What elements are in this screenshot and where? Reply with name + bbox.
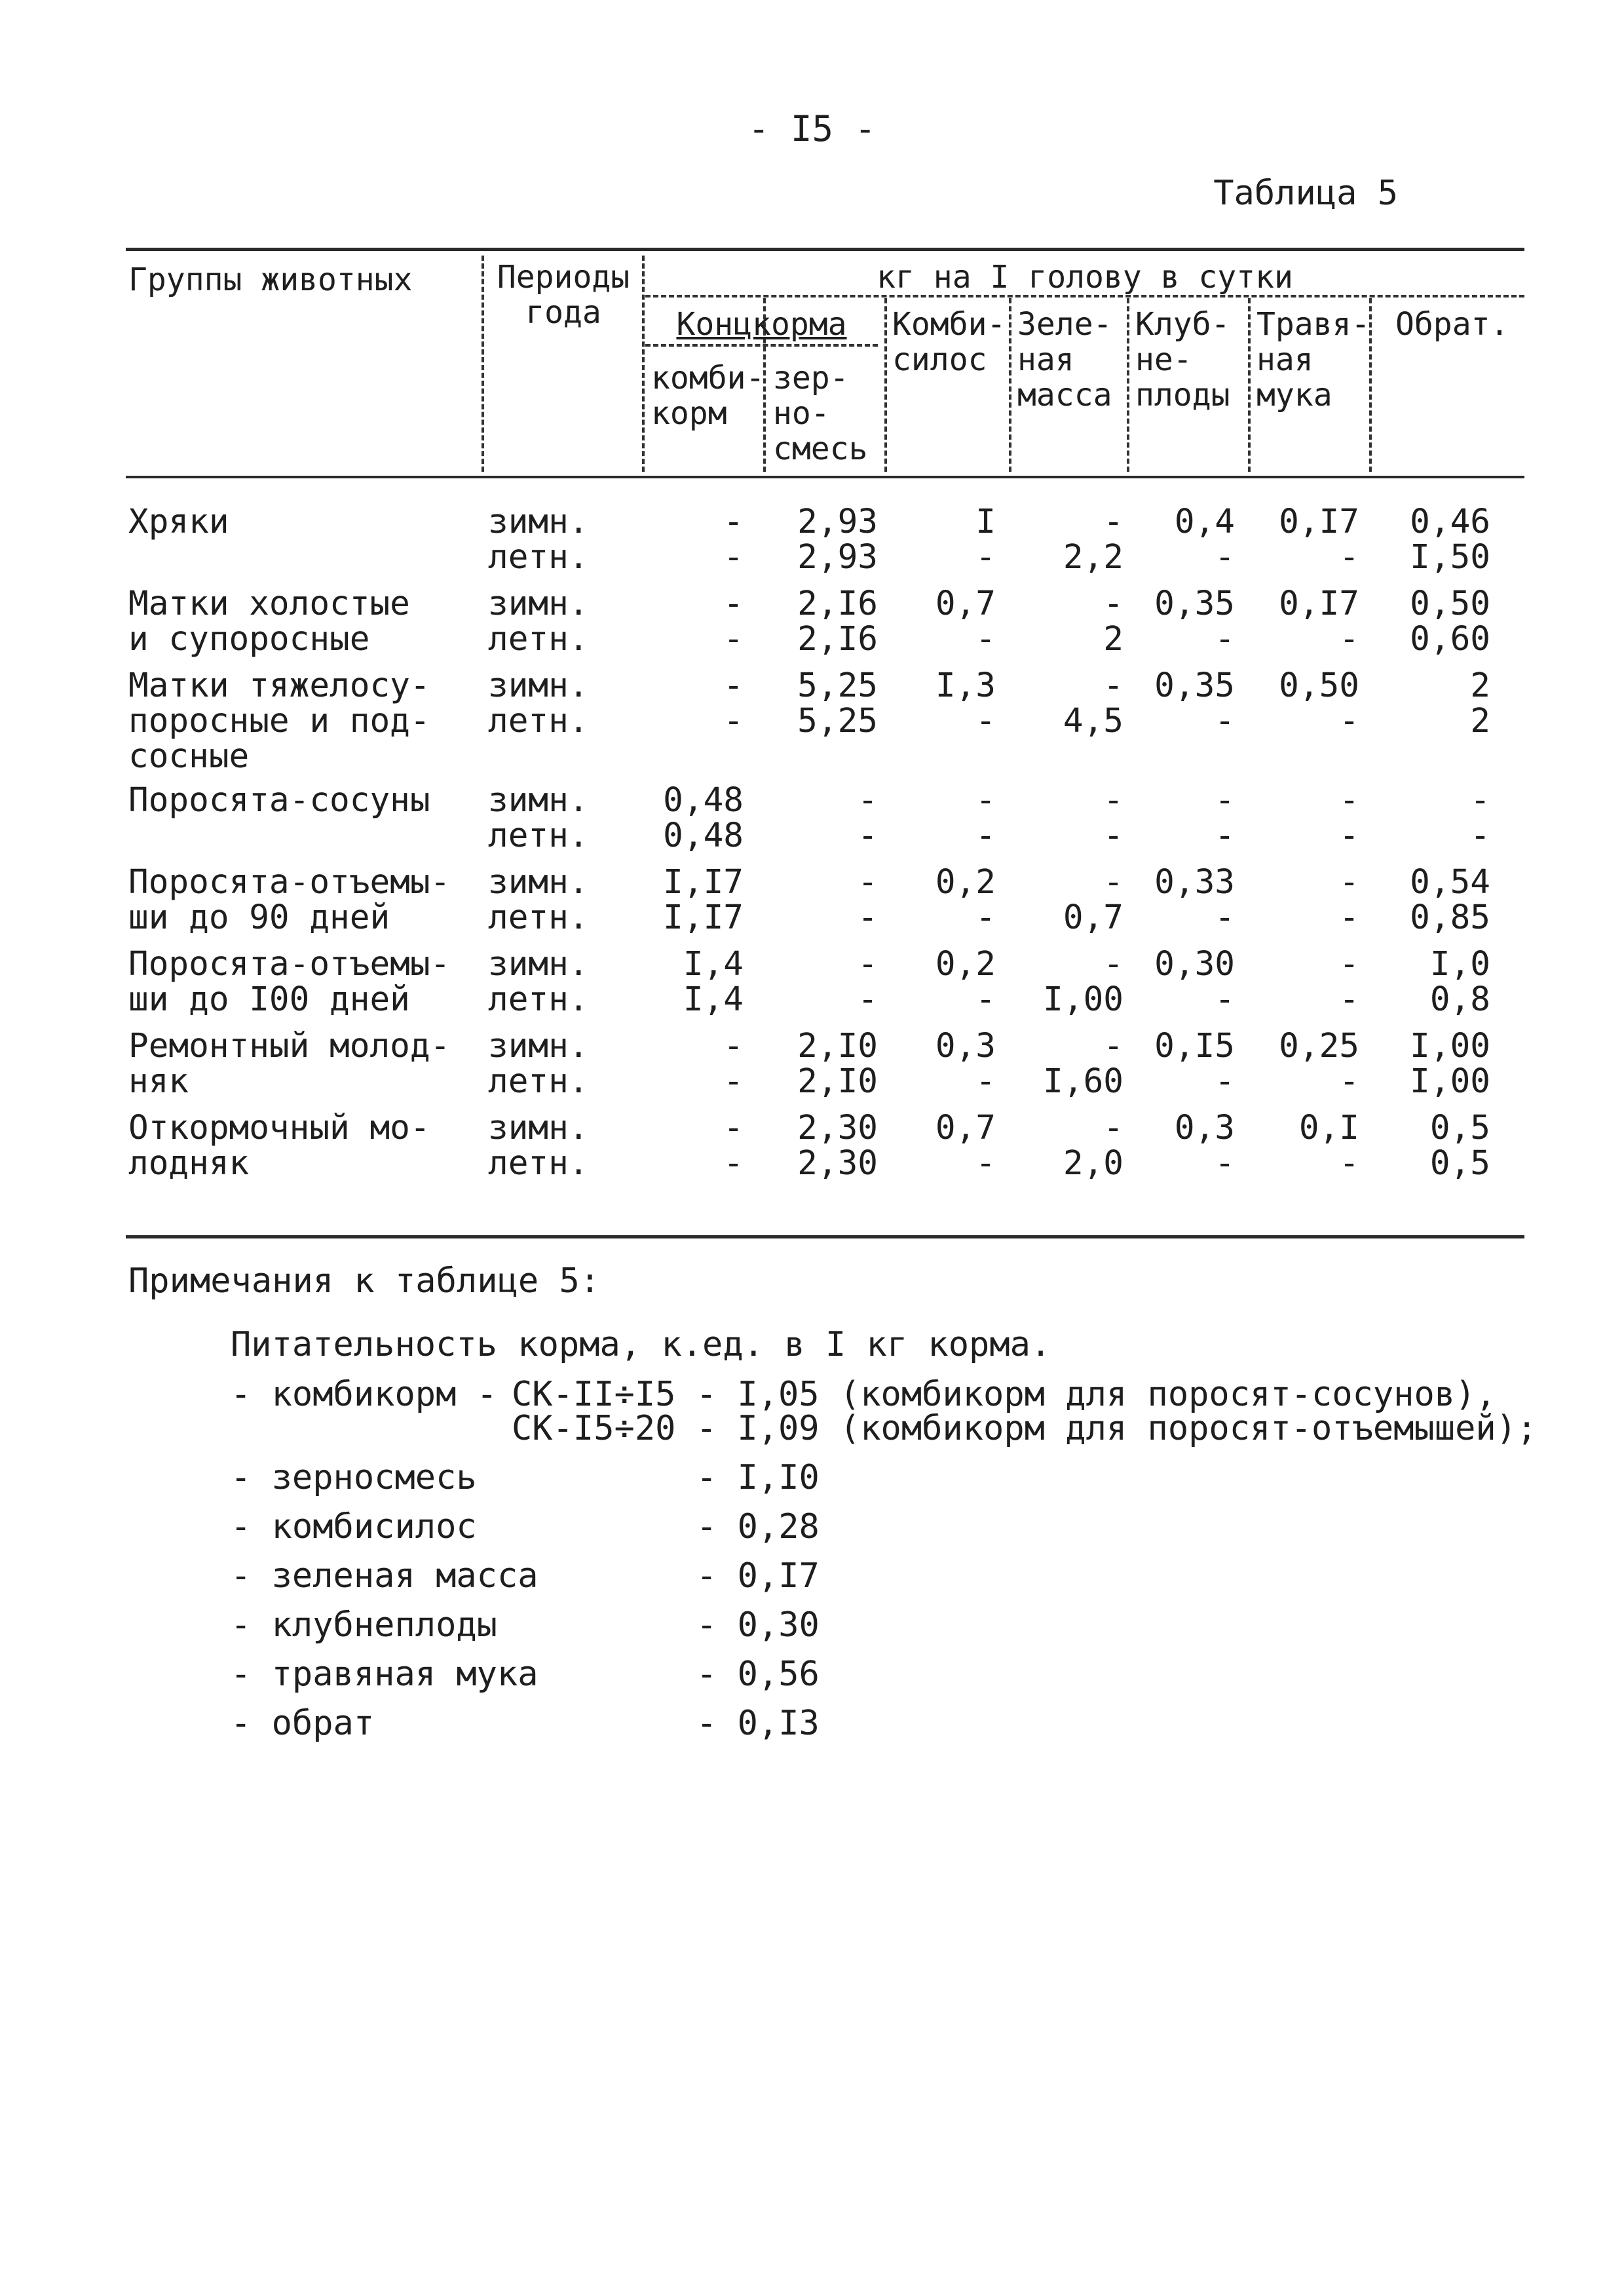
cell-kombisilos: I - xyxy=(975,503,996,577)
header-kombikorm: комби- корм xyxy=(651,360,765,432)
cell-group: Ремонтный молод- няк xyxy=(128,1027,451,1101)
cell-zelenaya: - I,60 xyxy=(1043,1027,1124,1101)
notes-kombikorm-sk2: СК-I5÷20 - I,09 (комбикорм для поросят-отъемышей); xyxy=(512,1409,1538,1448)
header-group: Группы животных xyxy=(128,261,413,298)
header-period: Периоды года xyxy=(497,259,630,331)
cell-zelenaya: - 2 xyxy=(1103,585,1124,659)
cell-trav: 0,25 - xyxy=(1279,1027,1359,1101)
cell-zerno: - - xyxy=(858,863,878,937)
cell-kombikorm: - - xyxy=(723,666,744,740)
note-item-label: - комбисилос xyxy=(231,1507,477,1546)
cell-kombisilos: 0,2 - xyxy=(935,945,996,1019)
header-trav: Травя- ная мука xyxy=(1256,306,1370,413)
cell-klub: 0,35 - xyxy=(1154,585,1235,659)
cell-klub: 0,3 - xyxy=(1174,1109,1235,1183)
notes-title: Примечания к таблице 5: xyxy=(128,1261,601,1301)
cell-klub: 0,I5 - xyxy=(1154,1027,1235,1101)
page-number: - I5 - xyxy=(747,108,877,149)
cell-period: зимн. летн. xyxy=(488,503,589,577)
note-item-label: - зеленая масса xyxy=(231,1556,538,1596)
cell-zelenaya: - 2,0 xyxy=(1063,1109,1124,1183)
cell-obrat: 0,50 0,60 xyxy=(1410,585,1490,659)
cell-kombisilos: 0,7 - xyxy=(935,585,996,659)
cell-obrat: I,00 I,00 xyxy=(1410,1027,1490,1101)
note-item-label: - клубнеплоды xyxy=(231,1605,497,1645)
cell-period: зимн. летн. xyxy=(488,1027,589,1101)
cell-kombisilos: 0,2 - xyxy=(935,863,996,937)
cell-kombikorm: - - xyxy=(723,503,744,577)
cell-zerno: 2,I6 2,I6 xyxy=(797,585,878,659)
note-item-label: - зерносмесь xyxy=(231,1458,477,1497)
header-kombisilos: Комби- силос xyxy=(892,306,1006,378)
header-subrule xyxy=(645,344,878,347)
header-divider xyxy=(884,298,887,472)
header-divider xyxy=(1009,298,1011,472)
cell-kombikorm: 0,48 0,48 xyxy=(663,781,744,855)
cell-obrat: I,0 0,8 xyxy=(1429,945,1490,1019)
table-title: Таблица 5 xyxy=(1213,174,1398,213)
cell-trav: 0,I7 - xyxy=(1279,585,1359,659)
cell-period: зимн. летн. xyxy=(488,666,589,740)
note-item-value: - 0,I3 xyxy=(696,1704,820,1743)
header-divider xyxy=(1248,298,1251,472)
header-divider xyxy=(1127,298,1129,472)
table-header-rule xyxy=(126,476,1524,478)
header-klub: Клуб- не- плоды xyxy=(1135,306,1230,413)
cell-obrat: 2 2 xyxy=(1470,666,1490,740)
cell-klub: 0,33 - xyxy=(1154,863,1235,937)
cell-period: зимн. летн. xyxy=(488,781,589,855)
note-item-value: - 0,28 xyxy=(696,1507,820,1546)
cell-group: Матки тяжелосу- поросные и под- сосные xyxy=(128,666,430,776)
notes-kombikorm-sk1: СК-II÷I5 - I,05 (комбикорм для поросят-сосунов), xyxy=(512,1375,1496,1414)
header-konc: Концкорма xyxy=(676,306,847,343)
cell-group: Поросята-сосуны xyxy=(128,781,430,820)
header-span: кг на I голову в сутки xyxy=(877,259,1293,296)
cell-obrat: 0,46 I,50 xyxy=(1410,503,1490,577)
header-obrat: Обрат. xyxy=(1395,306,1509,343)
cell-trav: 0,I - xyxy=(1298,1109,1359,1183)
cell-kombisilos: I,3 - xyxy=(935,666,996,740)
cell-period: зимн. летн. xyxy=(488,863,589,937)
header-zerno: зер- но- смесь xyxy=(773,360,868,467)
notes-intro: Питательность корма, к.ед. в I кг корма. xyxy=(231,1325,1051,1364)
cell-period: зимн. летн. xyxy=(488,585,589,659)
cell-period: зимн. летн. xyxy=(488,945,589,1019)
cell-kombikorm: I,4 I,4 xyxy=(683,945,744,1019)
cell-zerno: 5,25 5,25 xyxy=(797,666,878,740)
cell-kombikorm: - - xyxy=(723,585,744,659)
cell-kombisilos: 0,7 - xyxy=(935,1109,996,1183)
cell-zerno: 2,30 2,30 xyxy=(797,1109,878,1183)
cell-kombikorm: - - xyxy=(723,1109,744,1183)
cell-zelenaya: - - xyxy=(1103,781,1124,855)
note-item-value: - 0,30 xyxy=(696,1605,820,1645)
header-divider xyxy=(642,256,645,472)
cell-obrat: 0,54 0,85 xyxy=(1410,863,1490,937)
cell-kombisilos: 0,3 - xyxy=(935,1027,996,1101)
cell-trav: 0,I7 - xyxy=(1279,503,1359,577)
cell-obrat: - - xyxy=(1470,781,1490,855)
note-item-value: - I,I0 xyxy=(696,1458,820,1497)
note-item-label: - травяная мука xyxy=(231,1655,538,1694)
cell-group: Поросята-отъемы- ши до 90 дней xyxy=(128,863,451,937)
header-divider xyxy=(482,256,484,472)
cell-klub: 0,35 - xyxy=(1154,666,1235,740)
table-top-rule xyxy=(126,248,1524,251)
cell-klub: 0,30 - xyxy=(1154,945,1235,1019)
cell-zerno: 2,I0 2,I0 xyxy=(797,1027,878,1101)
note-item-value: - 0,I7 xyxy=(696,1556,820,1596)
cell-zelenaya: - 0,7 xyxy=(1063,863,1124,937)
cell-klub: 0,4 - xyxy=(1174,503,1235,577)
note-item-value: - 0,56 xyxy=(696,1655,820,1694)
cell-zelenaya: - I,00 xyxy=(1043,945,1124,1019)
cell-trav: - - xyxy=(1339,863,1359,937)
cell-kombikorm: I,I7 I,I7 xyxy=(663,863,744,937)
cell-zerno: - - xyxy=(858,945,878,1019)
cell-trav: 0,50 - xyxy=(1279,666,1359,740)
cell-trav: - - xyxy=(1339,781,1359,855)
cell-zerno: 2,93 2,93 xyxy=(797,503,878,577)
cell-group: Матки холостые и супоросные xyxy=(128,585,410,659)
cell-kombisilos: - - xyxy=(975,781,996,855)
cell-group: Поросята-отъемы- ши до I00 дней xyxy=(128,945,451,1019)
cell-kombikorm: - - xyxy=(723,1027,744,1101)
cell-trav: - - xyxy=(1339,945,1359,1019)
cell-zelenaya: - 4,5 xyxy=(1063,666,1124,740)
notes-kombikorm-label: - комбикорм - xyxy=(231,1375,497,1414)
cell-obrat: 0,5 0,5 xyxy=(1429,1109,1490,1183)
cell-zelenaya: - 2,2 xyxy=(1063,503,1124,577)
header-zelenaya: Зеле- ная масса xyxy=(1017,306,1112,413)
note-item-label: - обрат xyxy=(231,1704,375,1743)
cell-klub: - - xyxy=(1215,781,1235,855)
table-bottom-rule xyxy=(126,1235,1524,1238)
cell-group: Хряки xyxy=(128,503,229,541)
cell-group: Откормочный мо- лодняк xyxy=(128,1109,430,1183)
cell-period: зимн. летн. xyxy=(488,1109,589,1183)
cell-zerno: - - xyxy=(858,781,878,855)
